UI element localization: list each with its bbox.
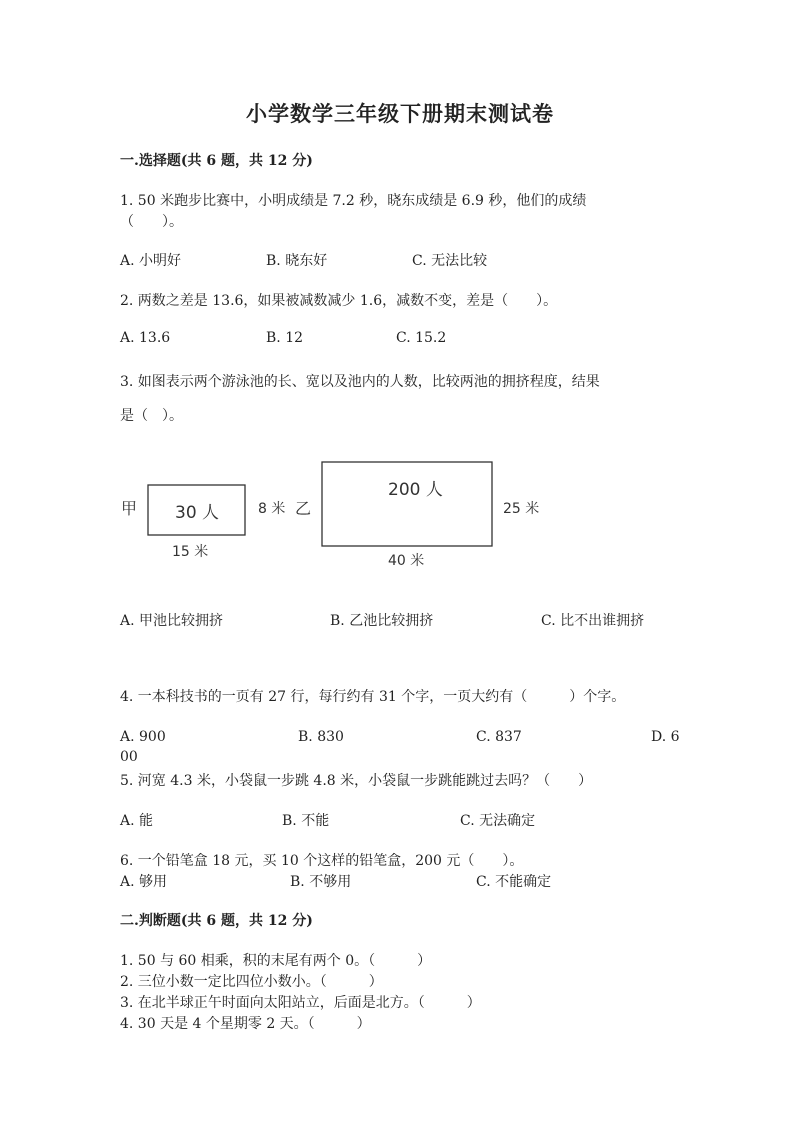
question-3-option-a: A. 甲池比较拥挤	[120, 613, 224, 629]
question-3-option-c: C. 比不出谁拥挤	[541, 613, 645, 629]
question-4-option-c: C. 837	[476, 729, 522, 745]
pool-b-name: 乙	[295, 499, 312, 518]
question-3-text-cont: 是（ ）。	[120, 408, 183, 424]
pool-b-width: 25 米	[503, 501, 540, 517]
question-6-text: 6. 一个铅笔盒 18 元，买 10 个这样的铅笔盒，200 元（ ）。	[120, 853, 524, 869]
pool-figure	[110, 455, 560, 575]
question-5-text: 5. 河宽 4.3 米，小袋鼠一步跳 4.8 米，小袋鼠一步跳能跳过去吗？（ ）	[120, 773, 593, 789]
pool-a-name: 甲	[121, 499, 138, 518]
question-6-option-b: B. 不够用	[290, 874, 352, 890]
question-1-option-c: C. 无法比较	[412, 253, 488, 269]
question-1-text: 1. 50 米跑步比赛中，小明成绩是 7.2 秒，晓东成绩是 6.9 秒，他们的成绩	[120, 193, 587, 209]
question-4-option-a: A. 900	[120, 729, 166, 745]
question-2-text: 2. 两数之差是 13.6，如果被减数减少 1.6，减数不变，差是（ ）。	[120, 293, 558, 309]
judgment-question-4: 4. 30 天是 4 个星期零 2 天。（ ）	[120, 1016, 371, 1032]
pool-a-width: 8 米	[258, 501, 286, 517]
pool-b-people: 200 人	[388, 480, 443, 500]
question-4-option-b: B. 830	[298, 729, 344, 745]
judgment-question-2: 2. 三位小数一定比四位小数小。（ ）	[120, 974, 383, 990]
question-5-option-b: B. 不能	[282, 813, 330, 829]
question-1-option-b: B. 晓东好	[266, 253, 328, 269]
question-6-option-c: C. 不能确定	[476, 874, 552, 890]
question-1-option-a: A. 小明好	[120, 253, 182, 269]
question-4-option-d-cont: 00	[120, 749, 138, 765]
pool-a-length: 15 米	[172, 544, 209, 560]
page-title: 小学数学三年级下册期末测试卷	[246, 101, 554, 126]
question-4-option-d: D. 6	[651, 729, 680, 745]
question-5-option-c: C. 无法确定	[460, 813, 536, 829]
question-1-text-cont: （ ）。	[120, 214, 183, 230]
question-2-option-a: A. 13.6	[120, 330, 171, 346]
pool-b-rect	[322, 462, 492, 546]
question-3-text: 3. 如图表示两个游泳池的长、宽以及池内的人数，比较两池的拥挤程度，结果	[120, 374, 600, 390]
question-6-option-a: A. 够用	[120, 874, 168, 890]
question-2-option-b: B. 12	[266, 330, 304, 346]
question-4-text: 4. 一本科技书的一页有 27 行，每行约有 31 个字，一页大约有（ ）个字。	[120, 689, 626, 705]
question-5-option-a: A. 能	[120, 813, 154, 829]
section-heading-judgment: 二.判断题(共 6 题，共 12 分)	[120, 913, 313, 929]
section-heading-choice: 一.选择题(共 6 题，共 12 分)	[120, 153, 313, 169]
pool-a-people: 30 人	[175, 503, 220, 523]
pool-b-length: 40 米	[388, 553, 425, 569]
judgment-question-1: 1. 50 与 60 相乘，积的末尾有两个 0。（ ）	[120, 953, 432, 969]
question-3-option-b: B. 乙池比较拥挤	[330, 613, 434, 629]
judgment-question-3: 3. 在北半球正午时面向太阳站立，后面是北方。（ ）	[120, 995, 481, 1011]
question-2-option-c: C. 15.2	[396, 330, 447, 346]
